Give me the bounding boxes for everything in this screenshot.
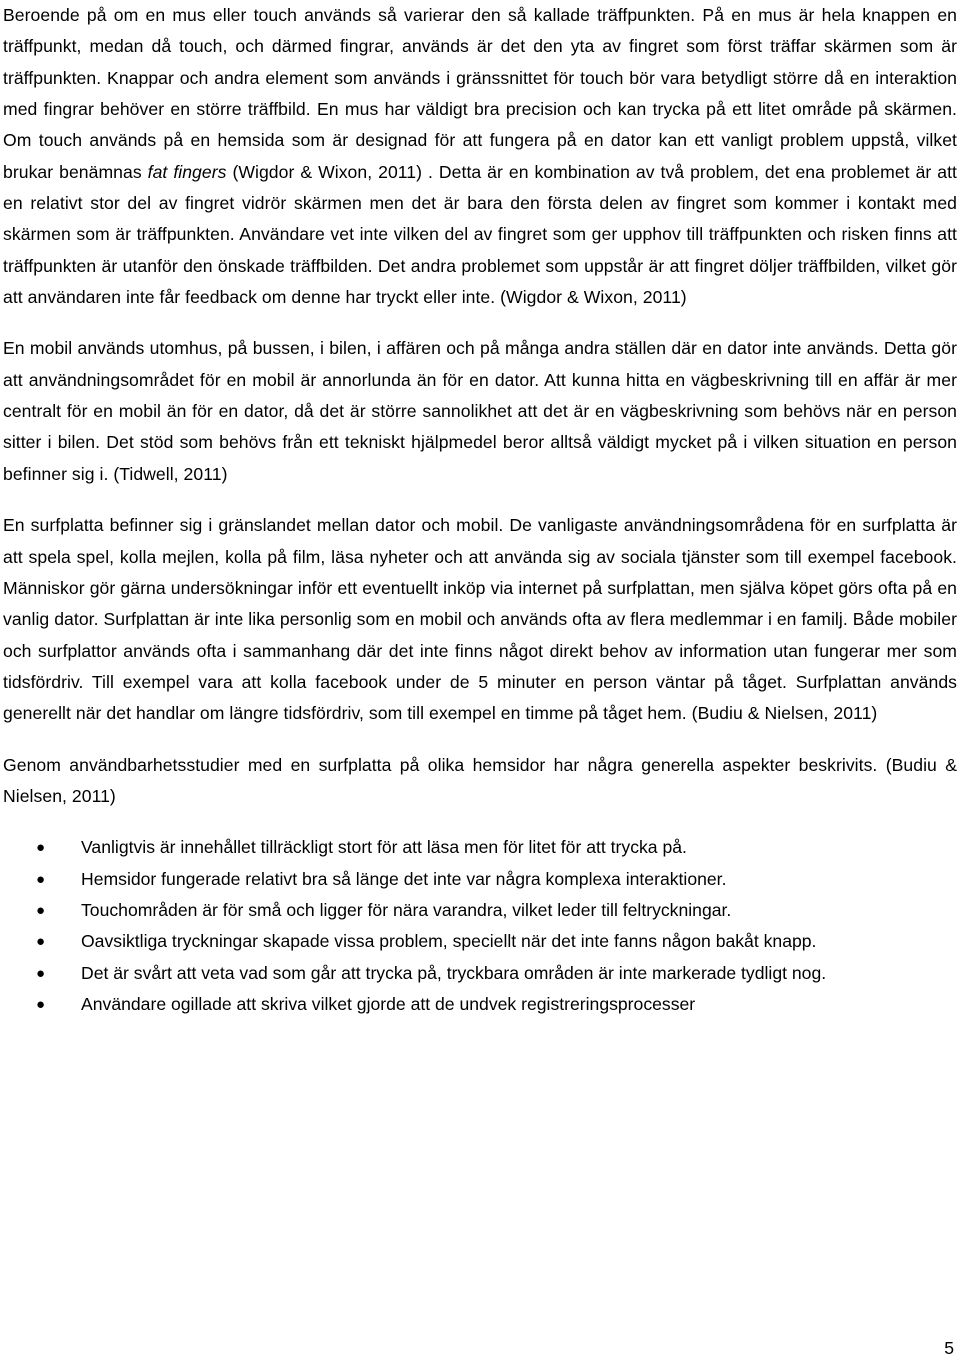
bullet-icon: ● <box>36 995 46 1013</box>
list-item <box>3 989 957 1020</box>
bullet-icon: ● <box>36 901 46 919</box>
paragraph <box>3 510 957 729</box>
list-item <box>3 958 957 989</box>
bullet-icon: ● <box>36 933 46 951</box>
paragraph-text: En mobil används utomhus, på bussen, i bilen, i affären och på många andra ställen där en dator inte används. Detta gör att användningsområdet för en mobil är annorlunda än för en dator. Att kunna hitta en vägbeskrivning till en affär är mer centralt för en mobil än för en dator, då det är större sannolikhet att det är en vägbeskrivning som behövs när en person sitter i bilen. Det stöd som behövs från ett tekniskt hjälpmedel beror alltså väldigt mycket på i vilken situation en person befinner sig i. (Tidwell, 2011) <box>3 338 957 484</box>
paragraph-text: Beroende på om en mus eller touch används så varierar den så kallade träffpunkten. På en mus är hela knappen en träffpunkt, medan då touch, och därmed fingrar, används är det den yta av fingret som först träffar skärmen som är träffpunkten. Knappar och andra element som används i gränssnittet för touch bör vara betydligt större då en interaktion med fingrar behöver en större träffbild. En mus har väldigt bra precision och kan trycka på ett litet område på skärmen. Om touch används på en hemsida som är designad för att fungera på en dator kan ett vanligt problem uppstå, vilket brukar benämnas <box>3 5 957 182</box>
bullet-icon: ● <box>36 839 46 857</box>
list-item <box>3 864 957 895</box>
paragraph-italic-text: fat fingers <box>147 161 227 182</box>
list-item-text: Touchområden är för små och ligger för nära varandra, vilket leder till feltryckningar. <box>81 899 732 920</box>
bullet-icon: ● <box>36 870 46 888</box>
list-item-text: Vanligtvis är innehållet tillräckligt stort för att läsa men för litet för att trycka på. <box>81 837 687 858</box>
paragraph <box>3 333 957 490</box>
paragraph <box>3 750 957 813</box>
paragraph-text: (Wigdor & Wixon, 2011) . Detta är en kombination av två problem, det ena problemet är att en relativt stor del av fingret vidrör skärmen men det är bara den första delen av fingret som kommer i kontakt med skärmen som är träffpunkten. Användare vet inte vilken del av fingret som ger upphov till träffpunkten och risken finns att träffpunkten är utanför den önskade träffbilden. Det andra problemet som uppstår är att fingret döljer träffbilden, vilket gör att användaren inte får feedback om denne har tryckt eller inte. (Wigdor & Wixon, 2011) <box>3 161 957 308</box>
list-item <box>3 895 957 926</box>
paragraph-text: En surfplatta befinner sig i gränslandet mellan dator och mobil. De vanligaste användningsområdena för en surfplatta är att spela spel, kolla mejlen, kolla på film, läsa nyheter och att använda sig av sociala tjänster som till exempel facebook. Människor gör gärna undersökningar inför ett eventuellt inköp via internet på surfplattan, men själva köpet görs ofta på en vanlig dator. Surfplattan är inte lika personlig som en mobil och används ofta av flera medlemmar i en familj. Både mobiler och surfplattor används ofta i sammanhang där det inte finns något direkt behov av information utan fungerar mer som tidsfördriv. Till exempel vara att kolla facebook under de 5 minuter en person väntar på tåget. Surfplattan används generellt när det handlar om längre tidsfördriv, som till exempel en timme på tåget hem. (Budiu & Nielsen, 2011) <box>3 515 957 724</box>
document-page <box>3 0 957 1020</box>
list-item <box>3 832 957 863</box>
list-item-text: Det är svårt att veta vad som går att trycka på, tryckbara områden är inte markerade tydligt nog. <box>81 962 827 983</box>
paragraph <box>3 0 957 313</box>
list-item-text: Hemsidor fungerade relativt bra så länge det inte var några komplexa interaktioner. <box>81 868 727 889</box>
bullet-icon: ● <box>36 964 46 982</box>
list-item <box>3 926 957 957</box>
page-number: 5 <box>944 1338 954 1358</box>
bullet-list <box>3 832 957 1020</box>
list-item-text: Oavsiktliga tryckningar skapade vissa problem, speciellt när det inte fanns någon bakåt knapp. <box>81 931 817 952</box>
paragraph-text: Genom användbarhetsstudier med en surfplatta på olika hemsidor har några generella aspekter beskrivits. (Budiu & Nielsen, 2011) <box>3 754 957 806</box>
list-item-text: Användare ogillade att skriva vilket gjorde att de undvek registreringsprocesser <box>81 993 696 1014</box>
